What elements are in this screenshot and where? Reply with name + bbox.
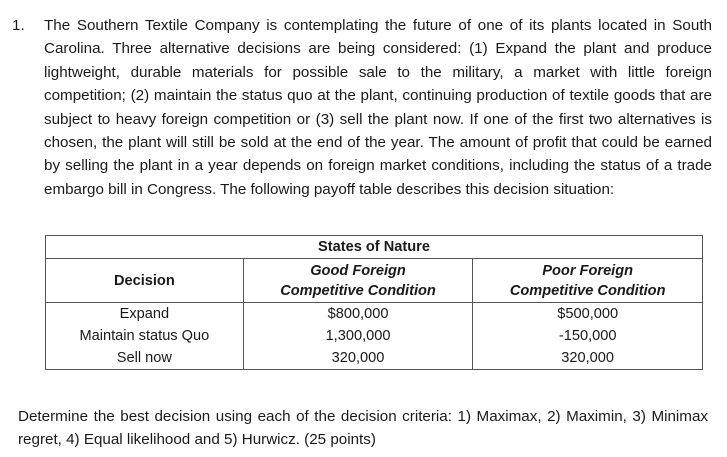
good-payoff-cell: $800,000 (243, 303, 473, 326)
poor-condition-header (473, 259, 703, 303)
poor-payoff-cell: 320,000 (473, 347, 703, 370)
poor-condition-line1: Poor Foreign (542, 262, 634, 279)
decision-header: Decision (46, 259, 244, 303)
payoff-table-container (45, 235, 703, 370)
good-condition-line2: Competitive Condition (280, 282, 436, 299)
table-row (46, 347, 703, 370)
good-condition-line1: Good Foreign (310, 262, 406, 279)
good-condition-header (243, 259, 473, 303)
poor-payoff-cell: $500,000 (473, 303, 703, 326)
question-number: 1. (12, 17, 25, 34)
table-row (46, 303, 703, 326)
states-of-nature-header: States of Nature (46, 236, 703, 259)
poor-condition-line2: Competitive Condition (509, 282, 666, 299)
question-block (12, 14, 712, 201)
decision-cell: Maintain status Quo (46, 325, 244, 347)
good-payoff-cell: 1,300,000 (243, 325, 473, 347)
decision-cell: Sell now (46, 347, 244, 370)
question-text: The Southern Textile Company is contemplating the future of one of its plants located in South Carolina. Three alternative decisions are being considered: (1) Expand the plant and produce lightweight, durable materials for possible sale to the military, a market with little foreign competition; (2) maintain the status quo at the plant, continuing production of textile goods that are subject to heavy foreign competition or (3) sell the plant now. If one of the first two alternatives is chosen, the plant will still be sold at the end of the year. The amount of profit that could be earned by selling the plant in a year depends on foreign market conditions, including the status of a trade embargo bill in Congress. The following payoff table describes this decision situation: (44, 17, 712, 198)
table-row (46, 325, 703, 347)
poor-payoff-cell: -150,000 (473, 325, 703, 347)
payoff-table (45, 235, 703, 370)
decision-cell: Expand (46, 303, 244, 326)
instruction-text: Determine the best decision using each of the decision criteria: 1) Maximax, 2) Maximin, 3) Minimax regret, 4) Equal likelihood and 5) Hurwicz. (25 points) (18, 408, 708, 449)
good-payoff-cell: 320,000 (243, 347, 473, 370)
